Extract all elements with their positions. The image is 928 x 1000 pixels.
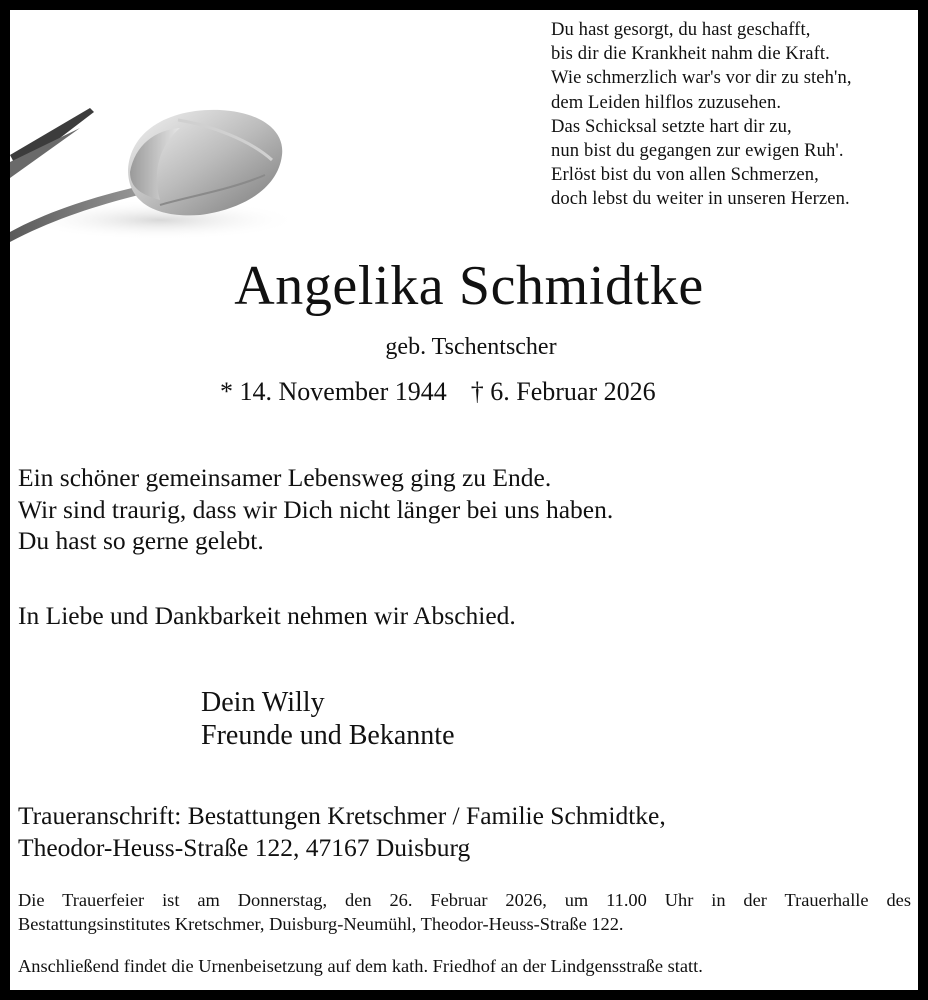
poem-line: Das Schicksal setzte hart dir zu, bbox=[551, 115, 792, 137]
service-info bbox=[18, 888, 911, 936]
poem-line: dem Leiden hilflos zuzusehen. bbox=[551, 91, 782, 113]
address-line: Theodor-Heuss-Straße 122, 47167 Duisburg bbox=[18, 833, 471, 862]
tulip-image bbox=[10, 100, 300, 260]
mourning-address bbox=[18, 800, 666, 864]
message-line: Wir sind traurig, dass wir Dich nicht länger bei uns haben. bbox=[18, 494, 614, 524]
message-line: Du hast so gerne gelebt. bbox=[18, 526, 264, 555]
deceased-name: Angelika Schmidtke bbox=[234, 255, 704, 317]
birth-name: geb. Tschentscher bbox=[385, 334, 557, 360]
signers bbox=[201, 686, 455, 752]
poem-line: bis dir die Krankheit nahm die Kraft. bbox=[551, 43, 830, 65]
birth-date: * 14. November 1944 bbox=[220, 377, 447, 406]
message-line: Ein schöner gemeinsamer Lebensweg ging zu Ende. bbox=[18, 463, 552, 492]
poem-line: nun bist du gegangen zur ewigen Ruh'. bbox=[551, 140, 844, 162]
poem-line: Erlöst bist du von allen Schmerzen, bbox=[551, 164, 819, 186]
signer-line: Dein Willy bbox=[201, 687, 325, 718]
signer-line: Freunde und Bekannte bbox=[201, 720, 455, 751]
farewell-text: In Liebe und Dankbarkeit nehmen wir Abschied. bbox=[18, 601, 516, 630]
poem-line: Wie schmerzlich war's vor dir zu steh'n, bbox=[551, 67, 852, 89]
address-line: Traueranschrift: Bestattungen Kretschmer / Familie Schmidtke, bbox=[18, 801, 666, 830]
message bbox=[18, 462, 613, 557]
service-line: Die Trauerfeier ist am Donnerstag, den 26. Februar 2026, um 11.00 Uhr in der Trauerhalle des bbox=[18, 890, 911, 910]
death-date: † 6. Februar 2026 bbox=[470, 377, 656, 406]
poem-line: doch lebst du weiter in unseren Herzen. bbox=[551, 188, 850, 210]
poem bbox=[551, 18, 852, 212]
life-dates bbox=[220, 376, 656, 408]
service-line: Bestattungsinstitutes Kretschmer, Duisburg-Neumühl, Theodor-Heuss-Straße 122. bbox=[18, 914, 624, 934]
burial-info: Anschließend findet die Urnenbeisetzung auf dem kath. Friedhof an der Lindgensstraße statt. bbox=[18, 956, 703, 976]
poem-line: Du hast gesorgt, du hast geschafft, bbox=[551, 19, 811, 40]
